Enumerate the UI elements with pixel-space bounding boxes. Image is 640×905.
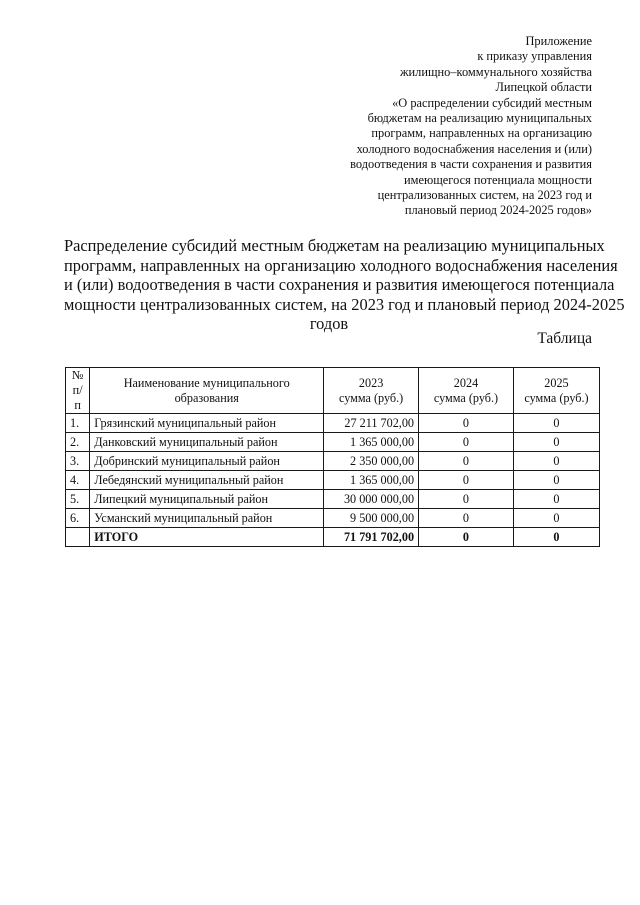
header-2023 [324, 368, 419, 414]
appendix-line: имеющегося потенциала мощности [404, 172, 592, 187]
row-amount-2024: 0 [419, 509, 514, 528]
header-2025-line: сумма (руб.) [524, 390, 589, 405]
appendix-line: холодного водоснабжения населения и (или) [356, 141, 592, 156]
row-amount-2024: 0 [419, 414, 514, 433]
header-2025 [513, 368, 599, 414]
document-title [64, 236, 625, 334]
total-amount-2023: 71 791 702,00 [324, 528, 419, 547]
appendix-line: централизованных систем, на 2023 год и [377, 188, 592, 203]
appendix-line: «О распределении субсидий местным [392, 95, 592, 110]
total-amount-2025: 0 [513, 528, 599, 547]
table-header-row [66, 368, 600, 414]
title-line: программ, направленных на организацию холодного водоснабжения населения [64, 255, 618, 275]
row-num: 2. [66, 433, 90, 452]
row-amount-2024: 0 [419, 433, 514, 452]
row-municipality: Липецкий муниципальный район [90, 490, 324, 509]
header-num [66, 368, 90, 414]
row-amount-2023: 2 350 000,00 [324, 452, 419, 471]
appendix-line: к приказу управления [477, 49, 592, 64]
table-row [66, 471, 600, 490]
row-amount-2025: 0 [513, 509, 599, 528]
row-amount-2025: 0 [513, 433, 599, 452]
row-municipality: Добринский муниципальный район [90, 452, 324, 471]
table-row [66, 490, 600, 509]
row-amount-2023: 9 500 000,00 [324, 509, 419, 528]
row-amount-2025: 0 [513, 490, 599, 509]
appendix-line: плановый период 2024-2025 годов» [404, 203, 592, 218]
row-num: 5. [66, 490, 90, 509]
row-amount-2025: 0 [513, 471, 599, 490]
row-amount-2023: 1 365 000,00 [324, 471, 419, 490]
header-name [90, 368, 324, 414]
header-2025-line: 2025 [544, 375, 569, 390]
table-row [66, 509, 600, 528]
title-line: мощности централизованных систем, на 2023 год и плановый период 2024-2025 [64, 294, 625, 314]
row-amount-2023: 1 365 000,00 [324, 433, 419, 452]
appendix-line: Приложение [525, 34, 592, 48]
table-total-row [66, 528, 600, 547]
subsidies-table [65, 367, 600, 547]
row-municipality: Данковский муниципальный район [90, 433, 324, 452]
header-name-line: образования [174, 390, 239, 405]
title-line: Распределение субсидий местным бюджетам на реализацию муниципальных [64, 236, 605, 255]
appendix-line: Липецкой области [495, 80, 592, 95]
row-amount-2023: 27 211 702,00 [324, 414, 419, 433]
header-2024-line: сумма (руб.) [433, 390, 499, 405]
header-2023-line: сумма (руб.) [338, 390, 404, 405]
row-amount-2025: 0 [513, 414, 599, 433]
total-label: ИТОГО [90, 528, 324, 547]
row-num: 6. [66, 509, 90, 528]
table-row [66, 433, 600, 452]
header-num-line: № [71, 368, 84, 382]
appendix-header [292, 34, 592, 219]
row-amount-2024: 0 [419, 452, 514, 471]
table-caption: Таблица [537, 330, 592, 347]
header-num-line: п/п [72, 383, 83, 412]
row-municipality: Грязинский муниципальный район [90, 414, 324, 433]
appendix-line: жилищно–коммунального хозяйства [399, 64, 592, 79]
appendix-line: программ, направленных на организацию [371, 126, 592, 141]
row-num: 3. [66, 452, 90, 471]
title-line: годов [309, 314, 349, 334]
table-row [66, 414, 600, 433]
table-row [66, 452, 600, 471]
title-line: и (или) водоотведения в части сохранения и развития имеющегося потенциала [64, 275, 615, 295]
row-num: 1. [66, 414, 90, 433]
row-amount-2024: 0 [419, 471, 514, 490]
row-amount-2025: 0 [513, 452, 599, 471]
row-num: 4. [66, 471, 90, 490]
header-2024-line: 2024 [453, 375, 479, 390]
row-municipality: Усманский муниципальный район [90, 509, 324, 528]
row-municipality: Лебедянский муниципальный район [90, 471, 324, 490]
appendix-line: бюджетам на реализацию муниципальных [367, 111, 592, 126]
header-2023-line: 2023 [358, 375, 384, 390]
total-num [66, 528, 90, 547]
header-name-line: Наименование муниципального [123, 375, 290, 390]
row-amount-2024: 0 [419, 490, 514, 509]
total-amount-2024: 0 [419, 528, 514, 547]
header-2024 [419, 368, 514, 414]
appendix-line: водоотведения в части сохранения и развития [350, 157, 592, 172]
row-amount-2023: 30 000 000,00 [324, 490, 419, 509]
